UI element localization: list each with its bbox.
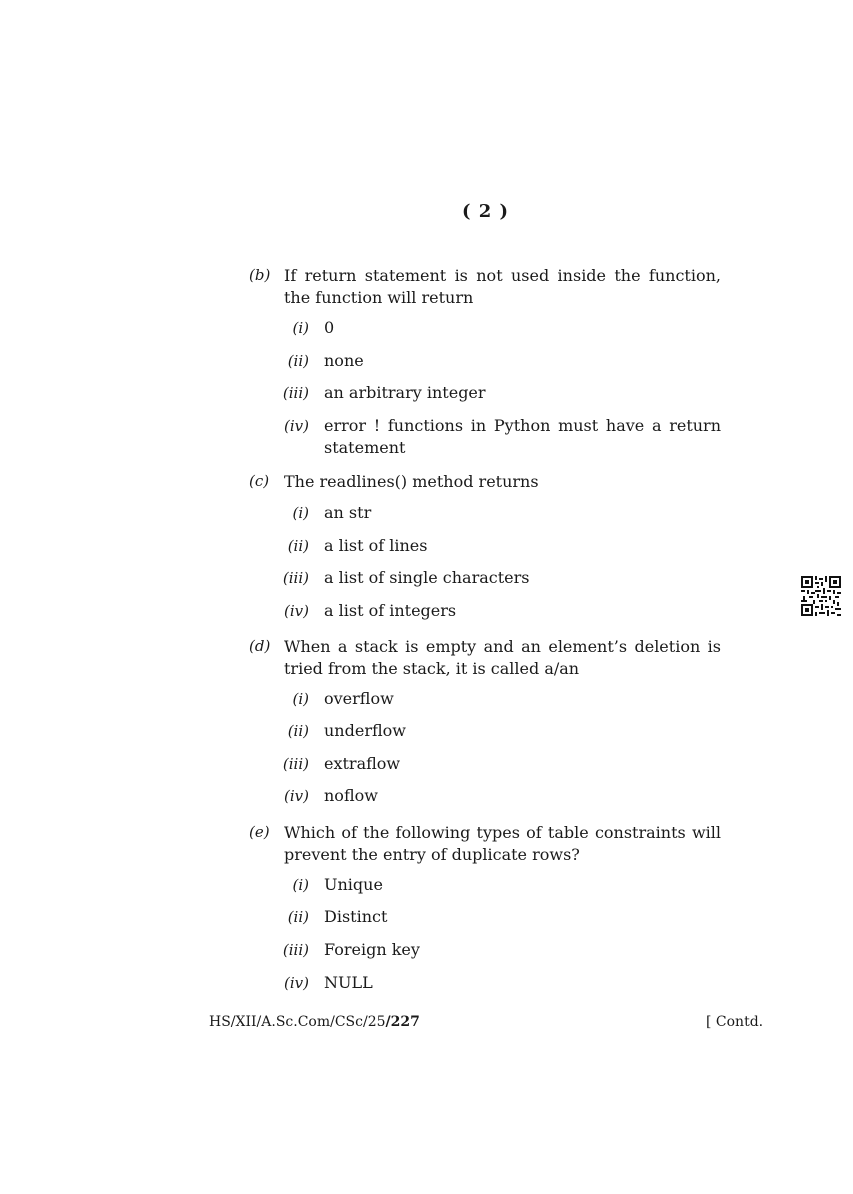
question-text: If return statement is not used inside the function, the function will return [284,266,721,307]
option-label: (ii) [287,352,309,370]
option-iii [284,382,721,404]
option-label: (i) [292,876,309,894]
question-text: The readlines() method returns [284,472,539,491]
option-ii [284,906,721,928]
option-i [284,874,721,896]
question-label: (e) [249,823,270,841]
option-i [284,317,721,339]
question-text: When a stack is empty and an element’s deletion is tried from the stack, it is called a/an [284,637,721,678]
option-text: a list of integers [324,601,457,620]
option-label: (i) [292,690,309,708]
option-ii [284,535,721,557]
option-label: (ii) [287,722,309,740]
option-text: an arbitrary integer [324,383,486,402]
option-label: (iv) [284,787,309,805]
page-number: ( 2 ) [461,201,510,222]
question-label: (b) [249,266,271,284]
option-label: (iii) [282,384,309,402]
option-iv [284,600,721,622]
option-label: (iii) [282,569,309,587]
option-label: (iii) [282,755,309,773]
option-label: (iv) [284,417,309,435]
question-e [249,822,721,992]
option-text: a list of lines [324,536,428,555]
question-text: Which of the following types of table constraints will prevent the entry of duplicate rows? [284,823,721,864]
option-label: (iv) [284,602,309,620]
option-text: error ! functions in Python must have a return statement [324,416,721,457]
option-iii [284,753,721,775]
option-text: underflow [324,721,406,740]
option-iv [284,785,721,807]
option-label: (iii) [282,941,309,959]
option-iii [284,567,721,589]
question-d [249,636,721,805]
option-text: Unique [324,875,383,894]
option-ii [284,720,721,742]
option-text: extraflow [324,754,401,773]
option-iv [284,415,721,459]
option-label: (iv) [284,974,309,992]
qr-code-icon [801,576,841,616]
footer-code-prefix: HS/XII/A.Sc.Com/CSc/25 [209,1014,386,1030]
option-text: Distinct [324,907,388,926]
question-label: (c) [249,472,270,490]
option-text: none [324,351,364,370]
option-text: an str [324,503,372,522]
option-text: Foreign key [324,940,420,959]
option-text: overflow [324,689,394,708]
option-text: noflow [324,786,378,805]
option-label: (ii) [287,908,309,926]
footer-code-suffix: /227 [385,1014,420,1030]
footer-code [209,1014,420,1030]
option-label: (ii) [287,537,309,555]
question-b [249,265,721,457]
question-c [249,471,721,620]
option-iv [284,972,721,994]
option-label: (i) [292,319,309,337]
option-text: a list of single characters [324,568,530,587]
footer-contd: [ Contd. [706,1014,764,1030]
option-iii [284,939,721,961]
option-i [284,688,721,710]
option-text: NULL [324,973,373,992]
option-text: 0 [324,318,335,337]
option-i [284,502,721,524]
option-label: (i) [292,504,309,522]
option-ii [284,350,721,372]
question-label: (d) [249,637,271,655]
